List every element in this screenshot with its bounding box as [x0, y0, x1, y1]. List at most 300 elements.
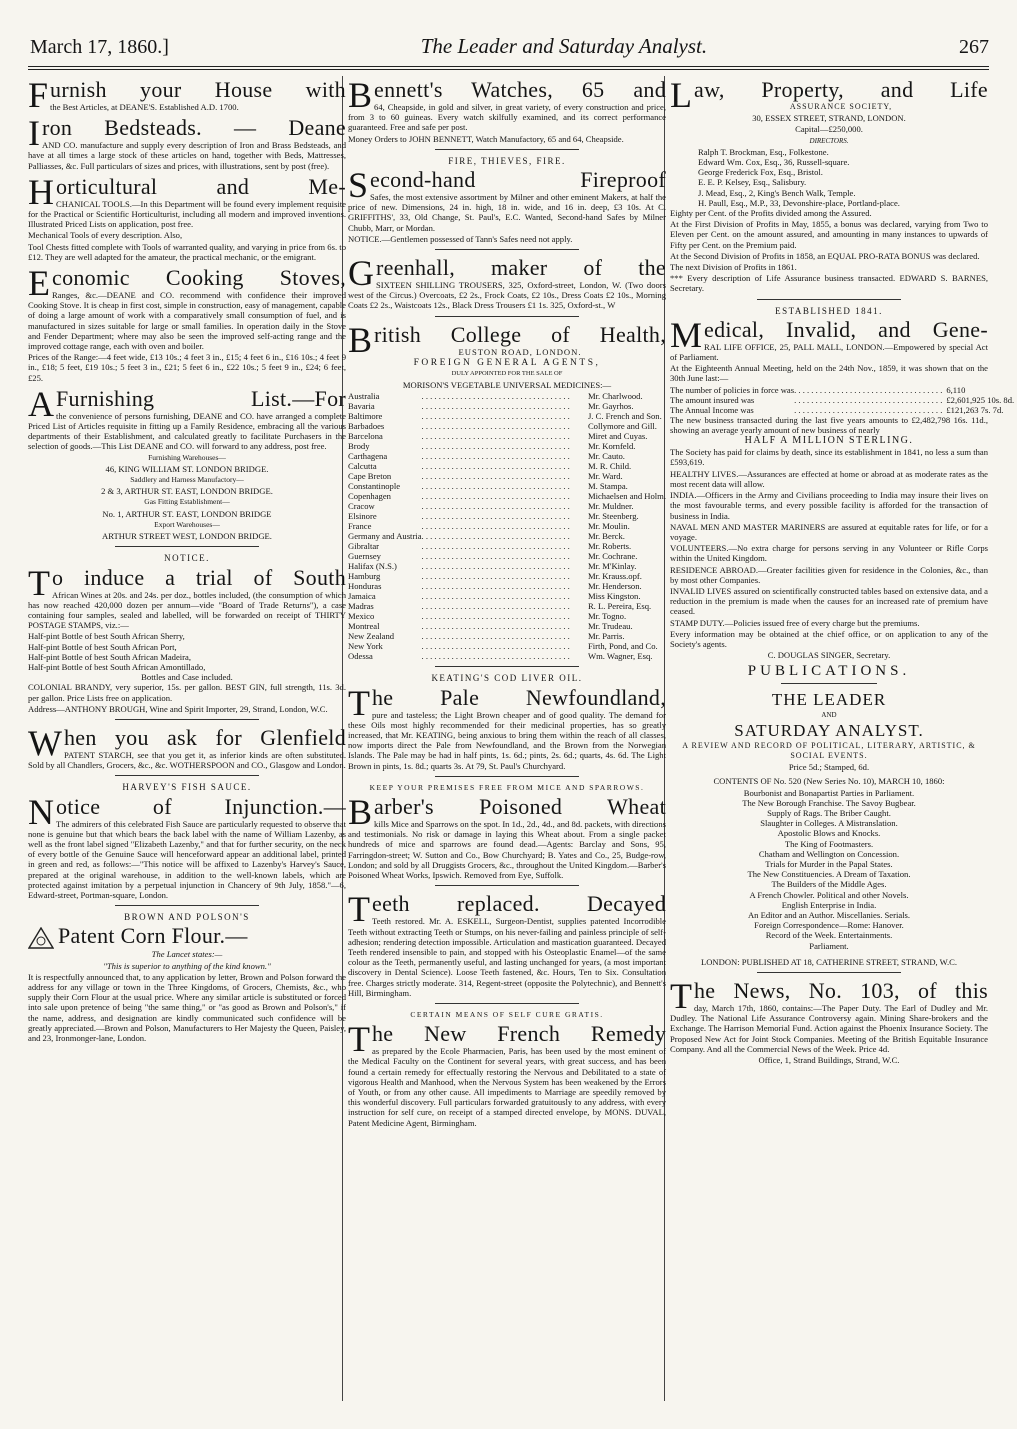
ad-body: INVALID LIVES assured on scientifically constructed tables based on extensive data, and a reduction in the premium is made when the causes for an increased rate of premium have ceased. — [670, 585, 988, 617]
ad-medical-life — [670, 305, 1015, 661]
agent-row — [348, 541, 666, 551]
ad-body: Mechanical Tools of every description. Also, — [28, 230, 183, 241]
page-header — [30, 34, 989, 62]
ad-body: COLONIAL BRANDY, very superior, 15s. per gallon. BEST GIN, full strength, 11s. 3d. per gallon. Price Lists free on application. — [28, 682, 346, 703]
agent-row — [348, 621, 666, 631]
ad-body: day, March 17th, 1860, contains:—The Paper Duty. The Earl of Dudley and Mr. Dudley. The National Life Assurance Controversy again. Mining Share-brokers and the Exchange. The Harrison Memorial Fund. Action against the Phoenix Insurance Society. The Proposed New Act for Joint Stock Companies. Meeting of the British Equitable Insurance Company. And all the Commercial News of the Week. Price 4d. — [670, 1003, 988, 1054]
drop-initial: T — [28, 562, 50, 603]
separator — [435, 666, 578, 667]
ad-body: 64, Cheapside, in gold and silver, in great variety, of every construction and price, from 3 to 60 guineas. Every watch skilfully examined, and its correct performance guaranteed. Free and safe per post. — [348, 102, 666, 133]
agents-table — [348, 391, 666, 661]
contents-item: Bourbonist and Bonapartist Parties in Parliament. — [743, 787, 915, 798]
ad-body: Prices of the Range:—4 feet wide, £13 10s.; 4 feet 3 in., £15; 4 feet 6 in., £16 10s.; 4 feet 9 in., £18; 5 feet, £19 10s.; 5 feet 3 in., £21; 5 feet 6 in., £22 10s.; 5 feet 9 in., £24; 6 feet, £25. — [28, 352, 346, 383]
ad-body: VOLUNTEERS.—No extra charge for persons serving in any Volunteer or Rifle Corps within the United Kingdom. — [670, 543, 988, 564]
ad-body: Tool Chests fitted complete with Tools of warranted quality, and varying in price from 6s. to £12. They are well adapted for the amateur, the practical mechanic, or the emigrant. — [28, 241, 346, 262]
ad-law-assurance — [670, 75, 988, 294]
agent-row — [348, 431, 666, 441]
ad-headline: hen you ask for Glenfield — [63, 724, 346, 750]
ad-body: Safes, the most extensive assortment by Milner and other eminent Makers, at half the price of new. Dimensions, 24 in. high, 18 in. wide, and 16 in. deep, £3 10s. At C. GRIFFITHS', 33, Old Change, St. Paul's, E.C. Wanted, Second-hand Safes by Milner Chubb, Marr, or Mordan. — [348, 192, 666, 233]
ad-body: the Best Articles, at DEANE'S. Established A.D. 1700. — [50, 102, 239, 112]
leader-dots — [422, 611, 584, 621]
agent-row — [348, 601, 666, 611]
column-2 — [348, 76, 666, 1132]
contents-title: CONTENTS OF No. 520 (New Series No. 10), MARCH 10, 1860: — [713, 776, 945, 787]
agent-name: Michaelsen and Holm. — [587, 491, 666, 502]
agent-place: Baltimore — [348, 411, 383, 422]
ad-subline: Capital—£250,000. — [795, 124, 863, 135]
ad-headline: he Pale Newfoundland, — [372, 684, 666, 710]
ad-body: RESIDENCE ABROAD.—Greater facilities given for residence in the Colonies, &c., than by most other Companies. — [670, 564, 988, 585]
address-label: Export Warehouses— — [154, 519, 220, 529]
leader-dots — [422, 531, 584, 541]
separator — [435, 149, 578, 150]
ad-body: pure and tasteless; the Light Brown cheaper and of good quality. The demand for these Oils most highly recommended for their medicinal properties, has so greatly increased, that Mr. KEATING, being anxious to bring them within the reach of all classes, now imports direct the Pale from Newfoundland, and the Brown from the Norwegian Islands. The Pale may be had in half pints, 1s. 6d.; pints, 2s. 6d.; quarts, 4s. 6d. The Light Brown in pints, 1s. 8d.; quarts 3s. At 79, St. Paul's Churchyard. — [348, 709, 666, 771]
contents-item: A French Chowler. Political and other Novels. — [749, 889, 909, 900]
leader-dots — [422, 391, 584, 401]
ad-subline: FOREIGN GENERAL AGENTS, — [413, 357, 601, 368]
ad-body: AND CO. manufacture and supply every description of Iron and Brass Bedsteads, and have at all times a large stock of these articles on hand, together with Beds, Mattresses, Palliasses, &c. Full particulars of sizes and prices, with illustrations, sent by post (free). — [28, 140, 346, 171]
agent-place: Halifax (N.S.) — [348, 561, 397, 572]
leader-dots — [422, 561, 584, 571]
contents-item: The King of Footmasters. — [784, 838, 874, 849]
ad-kicker: CERTAIN MEANS OF SELF CURE GRATIS. — [410, 1009, 604, 1019]
ad-glenfield-starch — [28, 722, 346, 771]
ad-body: African Wines at 20s. and 24s. per doz., bottles included, (the consumption of which has now reached 420,000 dozen per annum—vide "Board of Trade Returns"), a case containing four samples, sealed and labelled, will be forwarded on receipt of THIRTY POSTAGE STAMPS, viz.:— — [28, 589, 346, 631]
leader-dots — [422, 411, 584, 421]
ad-headline: Furnishing List.—For — [56, 385, 346, 411]
agent-name: Mr. Berck. — [587, 531, 625, 542]
contents-list — [670, 788, 988, 951]
leader-dots — [422, 441, 584, 451]
stat-label: The amount insured was — [670, 394, 755, 405]
ad-headline: otice of Injunction.— — [56, 793, 346, 819]
address-label: Furnishing Warehouses— — [148, 452, 226, 462]
ad-kicker: NOTICE. — [164, 553, 210, 564]
contents-item: Trials for Murder in the Papal States. — [765, 858, 893, 869]
leader-dots — [422, 471, 584, 481]
contents-item: Supply of Rags. The Briber Caught. — [767, 807, 891, 818]
agent-row — [348, 521, 666, 531]
agent-row — [348, 631, 666, 641]
agent-place: Hamburg — [348, 571, 381, 582]
ad-body: NOTICE.—Gentlemen possessed of Tann's Safes need not apply. — [348, 233, 573, 244]
leader-dots — [422, 521, 584, 531]
ad-kicker: FIRE, THIEVES, FIRE. — [448, 155, 566, 166]
drop-initial: S — [348, 165, 369, 206]
list-item: Half-pint Bottle of best South African Madeira, — [28, 651, 192, 662]
agent-row — [348, 441, 666, 451]
ad-body: CHANICAL TOOLS.—In this Department will be found every implement requisite for the Practical or Scientific Horticulturist, including all modern and improved inventions. Illustrated Priced Lists on application, post free. — [28, 198, 346, 230]
ad-poisoned-wheat — [348, 783, 666, 880]
section-heading: PUBLICATIONS. — [747, 663, 911, 680]
ad-headline: o induce a trial of South — [52, 564, 346, 590]
leader-dots — [422, 491, 584, 501]
agent-place: Barcelona — [348, 431, 383, 442]
contents-item: The New Borough Franchise. The Savoy Bugbear. — [742, 797, 916, 808]
ad-corn-flour — [28, 912, 346, 1043]
drop-initial: A — [28, 383, 54, 424]
agent-place: Calcutta — [348, 461, 377, 472]
ad-body: INDIA.—Officers in the Army and Civilians proceeding to India may insure their lives on the most favourable terms, and every possible facility is afforded for the transaction of business in India. — [670, 490, 988, 521]
agent-name: Wm. Wagner, Esq. — [587, 651, 653, 662]
ad-subline: EUSTON ROAD, LONDON. — [458, 346, 582, 357]
contents-item: Chatham and Wellington on Concession. — [758, 848, 900, 859]
column-1 — [28, 76, 346, 1047]
agent-row — [348, 641, 666, 651]
header-title: The Leader and Saturday Analyst. — [420, 34, 708, 58]
agent-place: Cape Breton — [348, 471, 392, 482]
leader-dots — [422, 501, 584, 511]
leader-dots — [422, 571, 584, 581]
agent-name: Collymore and Gill. — [587, 421, 657, 432]
drop-initial: E — [28, 263, 50, 304]
drop-initial: B — [348, 792, 373, 833]
drop-initial: G — [348, 253, 374, 294]
address-label: Saddlery and Harness Manufactory— — [130, 475, 244, 485]
agent-name: Mr. Cauto. — [587, 451, 625, 462]
agent-row — [348, 451, 666, 461]
separator — [435, 1003, 578, 1004]
leader-dots — [422, 651, 584, 661]
header-rule — [28, 66, 989, 67]
agent-name: Mr. Parris. — [587, 631, 625, 642]
agent-place: Gibraltar — [348, 541, 380, 552]
ad-body: Every information may be obtained at the chief office, or on application to any of the Society's agents. — [670, 628, 988, 649]
agent-name: Mr. Cochrane. — [587, 551, 638, 562]
leader-dots — [422, 581, 584, 591]
contents-item: Foreign Correspondence—Rome: Hanover. — [754, 920, 904, 931]
publication-title: SATURDAY ANALYST. — [734, 720, 924, 740]
ad-signature: C. DOUGLAS SINGER, Secretary. — [767, 650, 891, 661]
stat-label: The Annual Income was — [670, 404, 754, 415]
list-item: Half-pint Bottle of best South African Port, — [28, 641, 177, 652]
ad-headline: he New French Remedy — [372, 1021, 666, 1047]
drop-initial: T — [348, 1019, 370, 1060]
ad-fireproof-safes — [348, 156, 666, 244]
ad-headline: eeth replaced. Decayed — [372, 891, 666, 917]
stat-value: £2,601,925 10s. 8d. — [946, 394, 1015, 405]
ad-body: Teeth restored. Mr. A. ESKELL, Surgeon-Dentist, supplies patented Incorrodible Teeth without extracting Teeth or Stumps, on his never-failing and painless principle of self-adhesion; rendering detection impossible. Articulation and mastication guaranteed. Decayed Teeth rendered insensible to pain, and stopped with his Osteoplastic Enamel—of the same colour as the Teeth, permanently useful, and lasting unchanged for years, (a most important discovery in Dental Science). Loose Teeth fastened, &c. Hours, Ten to Six. Consultation free. Charges strictly moderate. 314, Regent-street (opposite the Polytechnic), and Bennett's Hill, Birmingham. — [348, 916, 666, 998]
ad-subline: The Lancet states:— — [151, 949, 223, 960]
list-item: George Frederick Fox, Esq., Bristol. — [698, 167, 823, 178]
agent-name: Mr. Togno. — [587, 611, 627, 622]
agent-row — [348, 511, 666, 521]
drop-initial: B — [348, 319, 373, 360]
ad-keating-oil — [348, 673, 666, 770]
agent-row — [348, 561, 666, 571]
ad-headline: econd-hand Fireproof — [370, 167, 666, 193]
agent-name: Mr. M'Kinlay. — [587, 561, 637, 572]
ad-headline: urnish your House with — [50, 77, 346, 102]
ad-horticultural — [28, 171, 346, 262]
leader-dots — [422, 431, 584, 441]
leader-dots — [422, 401, 584, 411]
agent-place: Madras — [348, 601, 374, 612]
publication-desc: A REVIEW AND RECORD OF POLITICAL, LITERARY, ARTISTIC, & SOCIAL EVENTS. — [682, 740, 976, 760]
ad-british-college — [348, 319, 666, 662]
agent-place: France — [348, 521, 372, 532]
agent-place: New Zealand — [348, 631, 395, 642]
contents-item: The Builders of the Middle Ages. — [771, 879, 887, 890]
agent-name: R. L. Pereira, Esq. — [587, 601, 652, 612]
publication-price: Price 5d.; Stamped, 6d. — [788, 762, 870, 773]
drop-initial: M — [670, 314, 703, 355]
contents-item: An Editor and an Author. Miscellanies. Serials. — [747, 910, 911, 920]
agent-name: M. R. Child. — [587, 461, 632, 472]
agent-name: Mr. Ward. — [587, 471, 623, 482]
stat-value: £121,263 7s. 7d. — [946, 404, 1004, 415]
ad-headline: reenhall, maker of the — [376, 255, 666, 281]
agent-name: Mr. Trudeau. — [587, 621, 633, 632]
leader-dots — [794, 395, 942, 405]
agent-row — [348, 581, 666, 591]
agent-place: Jamaica — [348, 591, 376, 602]
agent-row — [348, 651, 666, 661]
ad-body: SIXTEEN SHILLING TROUSERS, 325, Oxford-street, London, W. (Two doors west of the Circus.) Overcoats, £2 2s., Frock Coats, £2 10s., Dress Coats £2 10s., Morning Coats £2 2s., Waistcoats 12s., Black Dress Trousers £1 1s. 325, Oxford-st., W — [348, 280, 666, 311]
ad-kicker: KEATING'S COD LIVER OIL. — [431, 673, 583, 684]
contents-item: Slaughter in Colleges. A Mistranslation. — [760, 818, 898, 829]
ad-body: HEALTHY LIVES.—Assurances are effected at home or abroad at as moderate rates as the most recent data will allow. — [670, 468, 988, 489]
leader-dots — [422, 551, 584, 561]
list-item: Half-pint Bottle of best South African Amontillado, — [28, 661, 206, 672]
publication-title: AND — [821, 710, 837, 719]
leader-dots — [422, 591, 584, 601]
list-item: Edward Wm. Cox, Esq., 36, Russell-square. — [698, 157, 850, 168]
stats-table — [670, 385, 1014, 415]
agent-row — [348, 491, 666, 501]
drop-initial: T — [348, 682, 370, 723]
agent-name: M. Stampa. — [587, 481, 628, 492]
ad-headline: he News, No. 103, of this — [694, 978, 988, 1004]
drop-initial: B — [348, 75, 373, 115]
contents-item: The New Constituencies. A Dream of Taxation. — [747, 869, 911, 880]
drop-initial: I — [28, 113, 40, 154]
agent-row — [348, 391, 666, 401]
ad-headline: conomic Cooking Stoves, — [52, 265, 346, 291]
ad-headline: ennett's Watches, 65 and — [374, 77, 666, 102]
agent-name: Miret and Cuyas. — [587, 431, 648, 442]
agent-row — [348, 421, 666, 431]
drop-initial: H — [28, 171, 54, 212]
ad-subline: DIRECTORS. — [809, 136, 849, 145]
agent-name: Mr. Henderson. — [587, 581, 642, 592]
ad-body: Money Orders to JOHN BENNETT, Watch Manufactory, 65 and 64, Cheapside. — [348, 133, 624, 144]
agent-place: Brody — [348, 441, 370, 452]
ad-body: PATENT STARCH, see that you get it, as inferior kinds are often substituted. Sold by all Chandlers, Grocers, &c., &c. WOTHERSPOON and CO., Glasgow and London. — [28, 749, 346, 771]
separator — [781, 683, 876, 684]
ad-body: NAVAL MEN AND MASTER MARINERS are assured at equitable rates for life, or for a voyage. — [670, 521, 988, 542]
list-item: H. Paull, Esq., M.P., 33, Devonshire-place, Portland-place. — [698, 197, 900, 208]
agent-place: Mexico — [348, 611, 375, 622]
ad-body: Eighty per Cent. of the Profits divided among the Assured. — [670, 208, 872, 219]
leader-dots — [422, 621, 584, 631]
seal-icon — [28, 927, 54, 949]
leader-dots — [422, 601, 584, 611]
ad-subline: DULY APPOINTED FOR THE SALE OF — [451, 370, 563, 378]
ad-headline: ron Bedsteads. — Deane — [42, 115, 346, 141]
list-item: J. Mead, Esq., 2, King's Bench Walk, Temple. — [698, 187, 856, 198]
ad-headline: edical, Invalid, and Gene- — [704, 316, 988, 342]
ad-body: *** Every description of Life Assurance business transacted. EDWARD S. BARNES, Secretary. — [670, 273, 988, 294]
agent-row — [348, 611, 666, 621]
ad-body: The Society has paid for claims by death, since its establishment in 1841, no less a sum than £593,619. — [670, 447, 988, 468]
separator — [435, 249, 578, 250]
ad-the-news — [670, 976, 988, 1066]
page-number: 267 — [958, 36, 989, 58]
leader-dots — [422, 451, 584, 461]
ad-south-african-wines — [28, 553, 346, 714]
leader-dots — [422, 421, 584, 431]
ad-body: At the Second Division of Profits in 1858, an EQUAL PRO-RATA BONUS was declared. — [670, 250, 980, 261]
agent-place: Australia — [348, 391, 380, 402]
agent-place: Carthagena — [348, 451, 388, 462]
contents-item: English Enterprise in India. — [781, 899, 877, 910]
ad-body: Ranges, &c.—DEANE and CO. recommend with confidence their improved Cooking Stove. It is cheap in first cost, simple in construction, easy of management, capable of doing a large amount of work with a comparatively small consumption of fuel, and is manufactured in sizes suitable for large or small families. In operation daily in the Stove and Fender Department; where may also be seen the improved self-acting range and the improved cottage range, each with oven and boiler. — [28, 290, 346, 352]
agent-row — [348, 471, 666, 481]
ad-headline: aw, Property, and Life — [694, 77, 988, 102]
address-line: No. 1, ARTHUR ST. EAST, LONDON BRIDGE — [102, 508, 272, 519]
ad-headline: ritish College of Health, — [374, 321, 666, 347]
agent-row — [348, 551, 666, 561]
stat-value: 6,110 — [946, 384, 966, 395]
ad-body: The next Division of Profits in 1861. — [670, 262, 797, 273]
ad-body: the convenience of persons furnishing, DEANE and CO. have arranged a complete Priced List of Articles requisite in fitting up a Family Residence, embracing all the various departments of their Establishment, and calculated greatly to facilitate Purchasers in the selection of goods.—This List DEANE and CO. will forward to any address, post free. — [28, 410, 346, 452]
separator — [115, 775, 258, 776]
stat-label: The number of policies in force was — [670, 384, 795, 395]
ad-teeth — [348, 889, 666, 998]
agent-row — [348, 571, 666, 581]
agent-name: Mr. Steenberg. — [587, 511, 639, 522]
ad-kicker: HARVEY'S FISH SAUCE. — [122, 782, 252, 793]
ad-quote: "This is superior to anything of the kind known." — [103, 960, 271, 971]
separator — [435, 776, 578, 777]
ad-address: Office, 1, Strand Buildings, Strand, W.C. — [758, 1055, 900, 1066]
contents-item: Record of the Week. Entertainments. — [765, 930, 893, 941]
ad-kicker: ESTABLISHED 1841. — [775, 305, 883, 316]
agent-name: Mr. Kornfeld. — [587, 441, 636, 452]
contents-item: Parliament. — [809, 940, 849, 951]
agent-place: Cracow — [348, 501, 375, 512]
agent-place: Bavaria — [348, 401, 375, 412]
agent-name: Mr. Moulin. — [587, 521, 630, 532]
agent-place: Constantinople — [348, 481, 401, 492]
separator — [115, 905, 258, 906]
leader-dots — [794, 405, 942, 415]
ad-body: It is respectfully announced that, to any application by letter, Brown and Polson forward the address for any village or town in the Three Kingdoms, of Grocers, Chemists, &c., who supply their Corn Flour at the usual price. Where any similar article is substituted or forced into sale upon pretence of being "the same thing," or "as good as Brown and Polson's," if the name, address, and designation are kindly communicated such confidence will be greatly appreciated.—Brown and Polson, Manufacturers to Her Majesty the Queen, Paisley, and 23, Ironmonger-lane, London. — [28, 971, 346, 1043]
ad-subline: MORISON'S VEGETABLE UNIVERSAL MEDICINES:— — [402, 380, 612, 391]
agent-name: Mr. Krauss.opf. — [587, 571, 642, 582]
publisher-address: LONDON: PUBLISHED AT 18, CATHERINE STREET, STRAND, W.C. — [700, 956, 958, 967]
agent-place: Elsinore — [348, 511, 377, 522]
directors-list — [670, 147, 988, 208]
header-date: March 17, 1860.] — [30, 36, 169, 58]
list-item: Bottles and Case included. — [141, 672, 233, 683]
ad-body: as prepared by the Ecole Pharmacien, Paris, has been used by the most eminent of the Medical Faculty on the Continent for several years, with great success, and has been found a certain remedy for effectually restoring the Nervous and Debilitated to a state of vigorous Health and Manhood, when the Nervous System has been weakened by the Errors of Youth, or from any other cause. All impediments to Marriage are speedily removed by this wonderful discovery. Full particulars forwarded gratuitously to any address, with every instruction for self cure, on receipt of a stamped directed envelope, by MONS. DUVAL, Patent Medicine Agent, Birmingham. — [348, 1046, 666, 1128]
separator — [115, 546, 258, 547]
ad-body: RAL LIFE OFFICE, 25, PALL MALL, LONDON.—Empowered by special Act of Parliament. — [670, 341, 988, 363]
leader-dots — [422, 631, 584, 641]
ad-body: kills Mice and Sparrows on the spot. In 1d., 2d., 4d., and 8d. packets, with directions and testimonials. No risk or damage in laying this Wheat about. From a single packet hundreds of mice and sparrows are found dead.—Agents: Barclay and Sons, 95, Farringdon-street; W. Sutton and Co., Bow Churchyard; B. Yates and Co., 25, Budge-row, London; and sold by all Druggists Grocers, &c., throughout the United Kingdom.—Barber's Poisoned Wheat Works, Ipswich. Removed from Eye, Suffolk. — [348, 819, 666, 881]
agent-place: Honduras — [348, 581, 382, 592]
publication-title: THE LEADER — [771, 689, 887, 709]
stat-row — [670, 395, 1014, 405]
address-line: 46, KING WILLIAM ST. LONDON BRIDGE. — [105, 463, 269, 474]
separator — [435, 316, 578, 317]
drop-initial: F — [28, 75, 49, 115]
agent-name: Firth, Pond, and Co. — [587, 641, 658, 652]
agent-place: Germany and Austria — [348, 531, 422, 542]
agent-name: Mr. Charlwood. — [587, 391, 643, 402]
agent-row — [348, 531, 666, 541]
agent-name: Mr. Gayrhos. — [587, 401, 634, 412]
address-line: ARTHUR STREET WEST, LONDON BRIDGE. — [102, 531, 272, 542]
agent-name: Mr. Muldner. — [587, 501, 634, 512]
ad-headline: orticultural and Me- — [56, 173, 346, 199]
list-item: Ralph T. Brockman, Esq., Folkestone. — [698, 146, 829, 157]
ad-french-remedy — [348, 1010, 666, 1128]
leader-dots — [422, 461, 584, 471]
agent-name: Mr. Roberts. — [587, 541, 632, 552]
ad-cooking-stoves — [28, 263, 346, 383]
agent-row — [348, 401, 666, 411]
ad-body: At the First Division of Profits in May, 1855, a bonus was declared, varying from Two to Eleven per Cent. on the amount assured, and amounting in many instances to upwards of Fifty per Cent. on the Premium paid. — [670, 219, 988, 250]
leader-dots — [422, 511, 584, 521]
ad-body: STAMP DUTY.—Policies issued free of every charge but the premiums. — [670, 617, 920, 628]
separator — [757, 299, 900, 300]
drop-initial: L — [670, 75, 692, 115]
agent-row — [348, 591, 666, 601]
address-line: 2 & 3, ARTHUR ST. EAST, LONDON BRIDGE. — [101, 486, 273, 497]
leader-dots — [794, 385, 942, 395]
ad-bennett-watches — [348, 75, 666, 144]
ad-iron-bedsteads — [28, 113, 346, 171]
agent-place: Odessa — [348, 651, 373, 662]
ad-headline: arber's Poisoned Wheat — [374, 794, 666, 820]
agent-row — [348, 501, 666, 511]
ad-body: Address—ANTHONY BROUGH, Wine and Spirit Importer, 29, Strand, London, W.C. — [28, 703, 328, 714]
publication-leader — [670, 690, 988, 967]
agent-place: Barbadoes — [348, 421, 385, 432]
drop-initial: T — [670, 976, 692, 1017]
stat-row — [670, 385, 1014, 395]
stat-row — [670, 405, 1014, 415]
ad-subline: HALF A MILLION STERLING. — [744, 435, 914, 447]
header-rule-2 — [28, 69, 989, 70]
drop-initial: T — [348, 889, 370, 930]
separator — [115, 719, 258, 720]
agent-place: Montreal — [348, 621, 380, 632]
agent-place: Copenhagen — [348, 491, 391, 502]
agent-row — [348, 481, 666, 491]
leader-dots — [422, 481, 584, 491]
ad-kicker: BROWN AND POLSON'S — [124, 912, 250, 923]
ad-kicker: KEEP YOUR PREMISES FREE FROM MICE AND SPARROWS. — [369, 782, 645, 792]
agent-place: New York — [348, 641, 383, 652]
leader-dots — [422, 541, 584, 551]
agent-row — [348, 461, 666, 471]
address-label: Gas Fitting Establishment— — [144, 497, 230, 507]
agent-place: Guernsey — [348, 551, 381, 562]
separator — [435, 885, 578, 886]
drop-initial: N — [28, 791, 54, 832]
ad-body: The admirers of this celebrated Fish Sauce are particularly requested to observe that none is genuine but that which bears the back label with the name of William Lazenby, as well as the front label signed "Elizabeth Lazenby," and that for further security, on the neck of every bottle of the Genuine Sauce will henceforward appear an additional label, printed in green and red, as follows:—"This notice will be affixed to Lazenby's Harvey's Sauce, prepared at the original warehouse, in addition to the well-known labels, which are protected against imitation by a perpetual injunction in Chancery of 9th July, 1858."—6, Edward-street, Portman-square, London. — [28, 818, 346, 900]
ad-harvey-sauce — [28, 782, 346, 900]
agent-row — [348, 411, 666, 421]
ad-furnishing-list — [28, 383, 346, 542]
agent-name: Miss Kingston. — [587, 591, 641, 602]
ad-headline — [28, 924, 346, 949]
ad-furnish — [28, 75, 346, 115]
